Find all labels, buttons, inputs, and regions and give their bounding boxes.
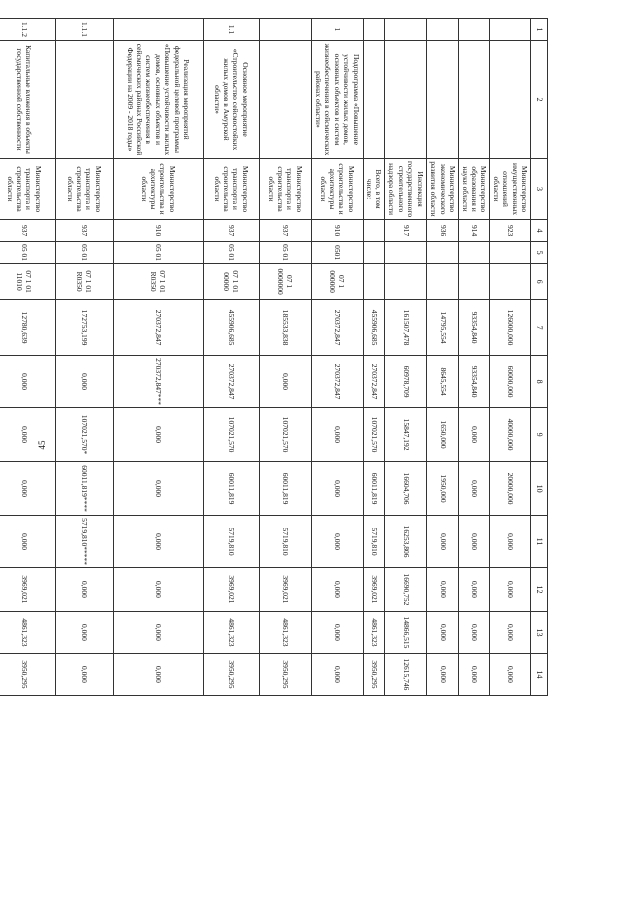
cell-col-2: Подпрограмма «Повышение устойчивости жилых домов, основных объектов и систем жизнеобеспечения в сейсмических районах области» <box>311 41 363 159</box>
cell-col-3: Инспекция государственного строительного надзора области <box>385 159 427 220</box>
cell-col-6: 07 1 01 00000 <box>203 264 259 300</box>
cell-col-7: 270372,847 <box>113 300 203 356</box>
cell-col-10: 20000,000 <box>490 462 531 516</box>
cell-col-1: 1.1.1 <box>55 19 113 41</box>
table-row <box>203 19 259 696</box>
cell-col-11: 0,000 <box>0 516 55 568</box>
cell-col-1 <box>459 19 490 41</box>
cell-col-12: 3969,021 <box>203 567 259 611</box>
cell-col-5 <box>490 242 531 264</box>
cell-col-5: 05 01 <box>113 242 203 264</box>
cell-col-12: 0,000 <box>427 567 459 611</box>
cell-col-11: 5719,810 <box>259 516 311 568</box>
cell-col-12: 16690,752 <box>385 567 427 611</box>
cell-col-8: 270372,847*** <box>113 356 203 408</box>
cell-col-10: 60011,819 <box>203 462 259 516</box>
cell-col-5 <box>459 242 490 264</box>
cell-col-14: 3950,295 <box>259 653 311 695</box>
cell-col-11: 0,000 <box>490 516 531 568</box>
cell-col-14: 0,000 <box>113 653 203 695</box>
cell-col-11: 0,000 <box>427 516 459 568</box>
cell-col-2 <box>55 41 113 159</box>
cell-col-12: 3969,021 <box>363 567 385 611</box>
cell-col-4: 923 <box>490 220 531 242</box>
cell-col-1 <box>113 19 203 41</box>
cell-col-3: Министерство транспорта и строительства области <box>0 159 55 220</box>
cell-col-8: 0,000 <box>55 356 113 408</box>
column-number-9: 9 <box>531 408 548 462</box>
cell-col-13: 0,000 <box>427 611 459 653</box>
cell-col-13: 4861,323 <box>259 611 311 653</box>
cell-col-9: 0,000 <box>459 408 490 462</box>
table-row <box>55 19 113 696</box>
cell-col-4: 937 <box>259 220 311 242</box>
cell-col-4: 936 <box>427 220 459 242</box>
cell-col-2: Основное мероприятие «Строительство сейсмостойких жилых домов в Амурской области» <box>203 41 259 159</box>
cell-col-5 <box>385 242 427 264</box>
cell-col-2 <box>363 41 385 159</box>
cell-col-12: 0,000 <box>55 567 113 611</box>
cell-col-3: Министерство транспорта и строительства области <box>203 159 259 220</box>
cell-col-4: 937 <box>203 220 259 242</box>
column-number-2: 2 <box>531 41 548 159</box>
cell-col-4: 917 <box>385 220 427 242</box>
cell-col-6 <box>385 264 427 300</box>
cell-col-5 <box>427 242 459 264</box>
cell-col-14: 3950,295 <box>203 653 259 695</box>
cell-col-2: Реализация мероприятий федеральной целевой программы «Повышение устойчивости жилых домов, основных объектов и систем жизнеобеспечения в сейсмических районах Российской Федерации на 2009 - 2018 годы» <box>113 41 203 159</box>
cell-col-2 <box>459 41 490 159</box>
table-row <box>363 19 385 696</box>
cell-col-10: 0,000 <box>459 462 490 516</box>
table-row <box>459 19 490 696</box>
cell-col-13: 0,000 <box>311 611 363 653</box>
cell-col-1: 1.1.2 <box>0 19 55 41</box>
cell-col-14: 3950,295 <box>0 653 55 695</box>
table-row <box>113 19 203 696</box>
cell-col-14: 12615,746 <box>385 653 427 695</box>
cell-col-3: Министерство строительства и архитектуры области <box>311 159 363 220</box>
cell-col-7: 172753,199 <box>55 300 113 356</box>
table-row <box>385 19 427 696</box>
column-number-13: 13 <box>531 611 548 653</box>
cell-col-8: 60978,709 <box>385 356 427 408</box>
cell-col-3: Министерство экономического развития области <box>427 159 459 220</box>
column-number-4: 4 <box>531 220 548 242</box>
cell-col-5: 0501 <box>311 242 363 264</box>
cell-col-10: 16604,706 <box>385 462 427 516</box>
cell-col-8: 270372,847 <box>203 356 259 408</box>
cell-col-9: 107021,570 <box>203 408 259 462</box>
table-row <box>427 19 459 696</box>
cell-col-11: 5719,810 <box>363 516 385 568</box>
cell-col-3: Министерство транспорта и строительства области <box>259 159 311 220</box>
cell-col-3: Министерство образования и науки области <box>459 159 490 220</box>
cell-col-7: 185533,838 <box>259 300 311 356</box>
cell-col-1 <box>259 19 311 41</box>
cell-col-10: 60011,819 <box>259 462 311 516</box>
header-row <box>531 19 548 696</box>
cell-col-3: Всего, в том числе: <box>363 159 385 220</box>
cell-col-9: 0,000 <box>113 408 203 462</box>
cell-col-5: 05 01 <box>55 242 113 264</box>
cell-col-9: 107021,570 <box>259 408 311 462</box>
cell-col-7: 14795,554 <box>427 300 459 356</box>
cell-col-11: 0,000 <box>459 516 490 568</box>
cell-col-5: 05 01 <box>203 242 259 264</box>
cell-col-11: 0,000 <box>311 516 363 568</box>
cell-col-4: 937 <box>55 220 113 242</box>
cell-col-13: 0,000 <box>113 611 203 653</box>
column-number-11: 11 <box>531 516 548 568</box>
cell-col-8: 8645,554 <box>427 356 459 408</box>
column-number-3: 3 <box>531 159 548 220</box>
cell-col-9: 0,000 <box>0 408 55 462</box>
cell-col-6: 07 1 01 R0350 <box>113 264 203 300</box>
cell-col-7: 126000,000 <box>490 300 531 356</box>
cell-col-13: 4861,323 <box>203 611 259 653</box>
column-number-14: 14 <box>531 653 548 695</box>
cell-col-6: 07 1 01 R0350 <box>55 264 113 300</box>
cell-col-1 <box>363 19 385 41</box>
cell-col-2: Капитальные вложения в объекты государственной собственности <box>0 41 55 159</box>
cell-col-14: 0,000 <box>55 653 113 695</box>
cell-col-6: 07 1 01 11010 <box>0 264 55 300</box>
cell-col-13: 4861,323 <box>363 611 385 653</box>
cell-col-6 <box>490 264 531 300</box>
cell-col-1: 1.1 <box>203 19 259 41</box>
page-number: 45 <box>37 440 47 450</box>
table-row <box>311 19 363 696</box>
column-number-7: 7 <box>531 300 548 356</box>
cell-col-7: 455906,685 <box>203 300 259 356</box>
cell-col-12: 0,000 <box>113 567 203 611</box>
cell-col-2 <box>427 41 459 159</box>
table-row <box>0 19 55 696</box>
cell-col-1 <box>385 19 427 41</box>
cell-col-4: 910 <box>113 220 203 242</box>
cell-col-2 <box>259 41 311 159</box>
cell-col-8: 270372,847 <box>363 356 385 408</box>
cell-col-8: 0,000 <box>0 356 55 408</box>
cell-col-10: 0,000 <box>0 462 55 516</box>
cell-col-14: 0,000 <box>490 653 531 695</box>
cell-col-7: 161507,478 <box>385 300 427 356</box>
cell-col-3: Министерство транспорта и строительства области <box>55 159 113 220</box>
cell-col-6: 07 1 000000 <box>311 264 363 300</box>
column-number-5: 5 <box>531 242 548 264</box>
cell-col-6: 07 1 0000000 <box>259 264 311 300</box>
cell-col-8: 0,000 <box>259 356 311 408</box>
table-row <box>490 19 531 696</box>
cell-col-8: 270372,847 <box>311 356 363 408</box>
cell-col-11: 16253,806 <box>385 516 427 568</box>
cell-col-11: 5719,810***** <box>55 516 113 568</box>
cell-col-12: 0,000 <box>311 567 363 611</box>
cell-col-7: 455906,685 <box>363 300 385 356</box>
cell-col-11: 0,000 <box>113 516 203 568</box>
cell-col-1 <box>427 19 459 41</box>
cell-col-4: 914 <box>459 220 490 242</box>
cell-col-14: 3950,295 <box>363 653 385 695</box>
cell-col-4 <box>363 220 385 242</box>
cell-col-5: 05 01 <box>259 242 311 264</box>
cell-col-9: 0,000 <box>311 408 363 462</box>
cell-col-5 <box>363 242 385 264</box>
cell-col-13: 0,000 <box>55 611 113 653</box>
cell-col-13: 4861,323 <box>0 611 55 653</box>
table-row <box>259 19 311 696</box>
cell-col-6 <box>427 264 459 300</box>
cell-col-10: 0,000 <box>113 462 203 516</box>
cell-col-3: Министерство строительства и архитектуры области <box>113 159 203 220</box>
cell-col-14: 0,000 <box>311 653 363 695</box>
cell-col-3: Министерство имущественных отношений области <box>490 159 531 220</box>
cell-col-1 <box>490 19 531 41</box>
cell-col-10: 0,000 <box>311 462 363 516</box>
cell-col-13: 0,000 <box>490 611 531 653</box>
cell-col-2 <box>490 41 531 159</box>
column-number-12: 12 <box>531 567 548 611</box>
column-number-6: 6 <box>531 264 548 300</box>
cell-col-12: 3969,021 <box>259 567 311 611</box>
budget-table <box>0 18 548 696</box>
cell-col-13: 14866,515 <box>385 611 427 653</box>
cell-col-10: 60011,819**** <box>55 462 113 516</box>
cell-col-10: 60011,819 <box>363 462 385 516</box>
cell-col-7: 12780,639 <box>0 300 55 356</box>
cell-col-13: 0,000 <box>459 611 490 653</box>
cell-col-2 <box>385 41 427 159</box>
cell-col-9: 15847,192 <box>385 408 427 462</box>
cell-col-10: 1950,000 <box>427 462 459 516</box>
cell-col-7: 93354,840 <box>459 300 490 356</box>
cell-col-1: 1 <box>311 19 363 41</box>
cell-col-11: 5719,810 <box>203 516 259 568</box>
cell-col-9: 1650,000 <box>427 408 459 462</box>
cell-col-5: 05 01 <box>0 242 55 264</box>
cell-col-6 <box>363 264 385 300</box>
cell-col-14: 0,000 <box>459 653 490 695</box>
cell-col-6 <box>459 264 490 300</box>
cell-col-4: 910 <box>311 220 363 242</box>
cell-col-12: 0,000 <box>459 567 490 611</box>
cell-col-9: 107021,570 <box>363 408 385 462</box>
cell-col-14: 0,000 <box>427 653 459 695</box>
cell-col-8: 60000,000 <box>490 356 531 408</box>
cell-col-12: 3969,021 <box>0 567 55 611</box>
cell-col-4: 937 <box>0 220 55 242</box>
cell-col-12: 0,000 <box>490 567 531 611</box>
cell-col-8: 93354,840 <box>459 356 490 408</box>
column-number-8: 8 <box>531 356 548 408</box>
column-number-1: 1 <box>531 19 548 41</box>
cell-col-9: 40000,000 <box>490 408 531 462</box>
column-number-10: 10 <box>531 462 548 516</box>
cell-col-7: 270372,847 <box>311 300 363 356</box>
cell-col-9: 107021,570* <box>55 408 113 462</box>
